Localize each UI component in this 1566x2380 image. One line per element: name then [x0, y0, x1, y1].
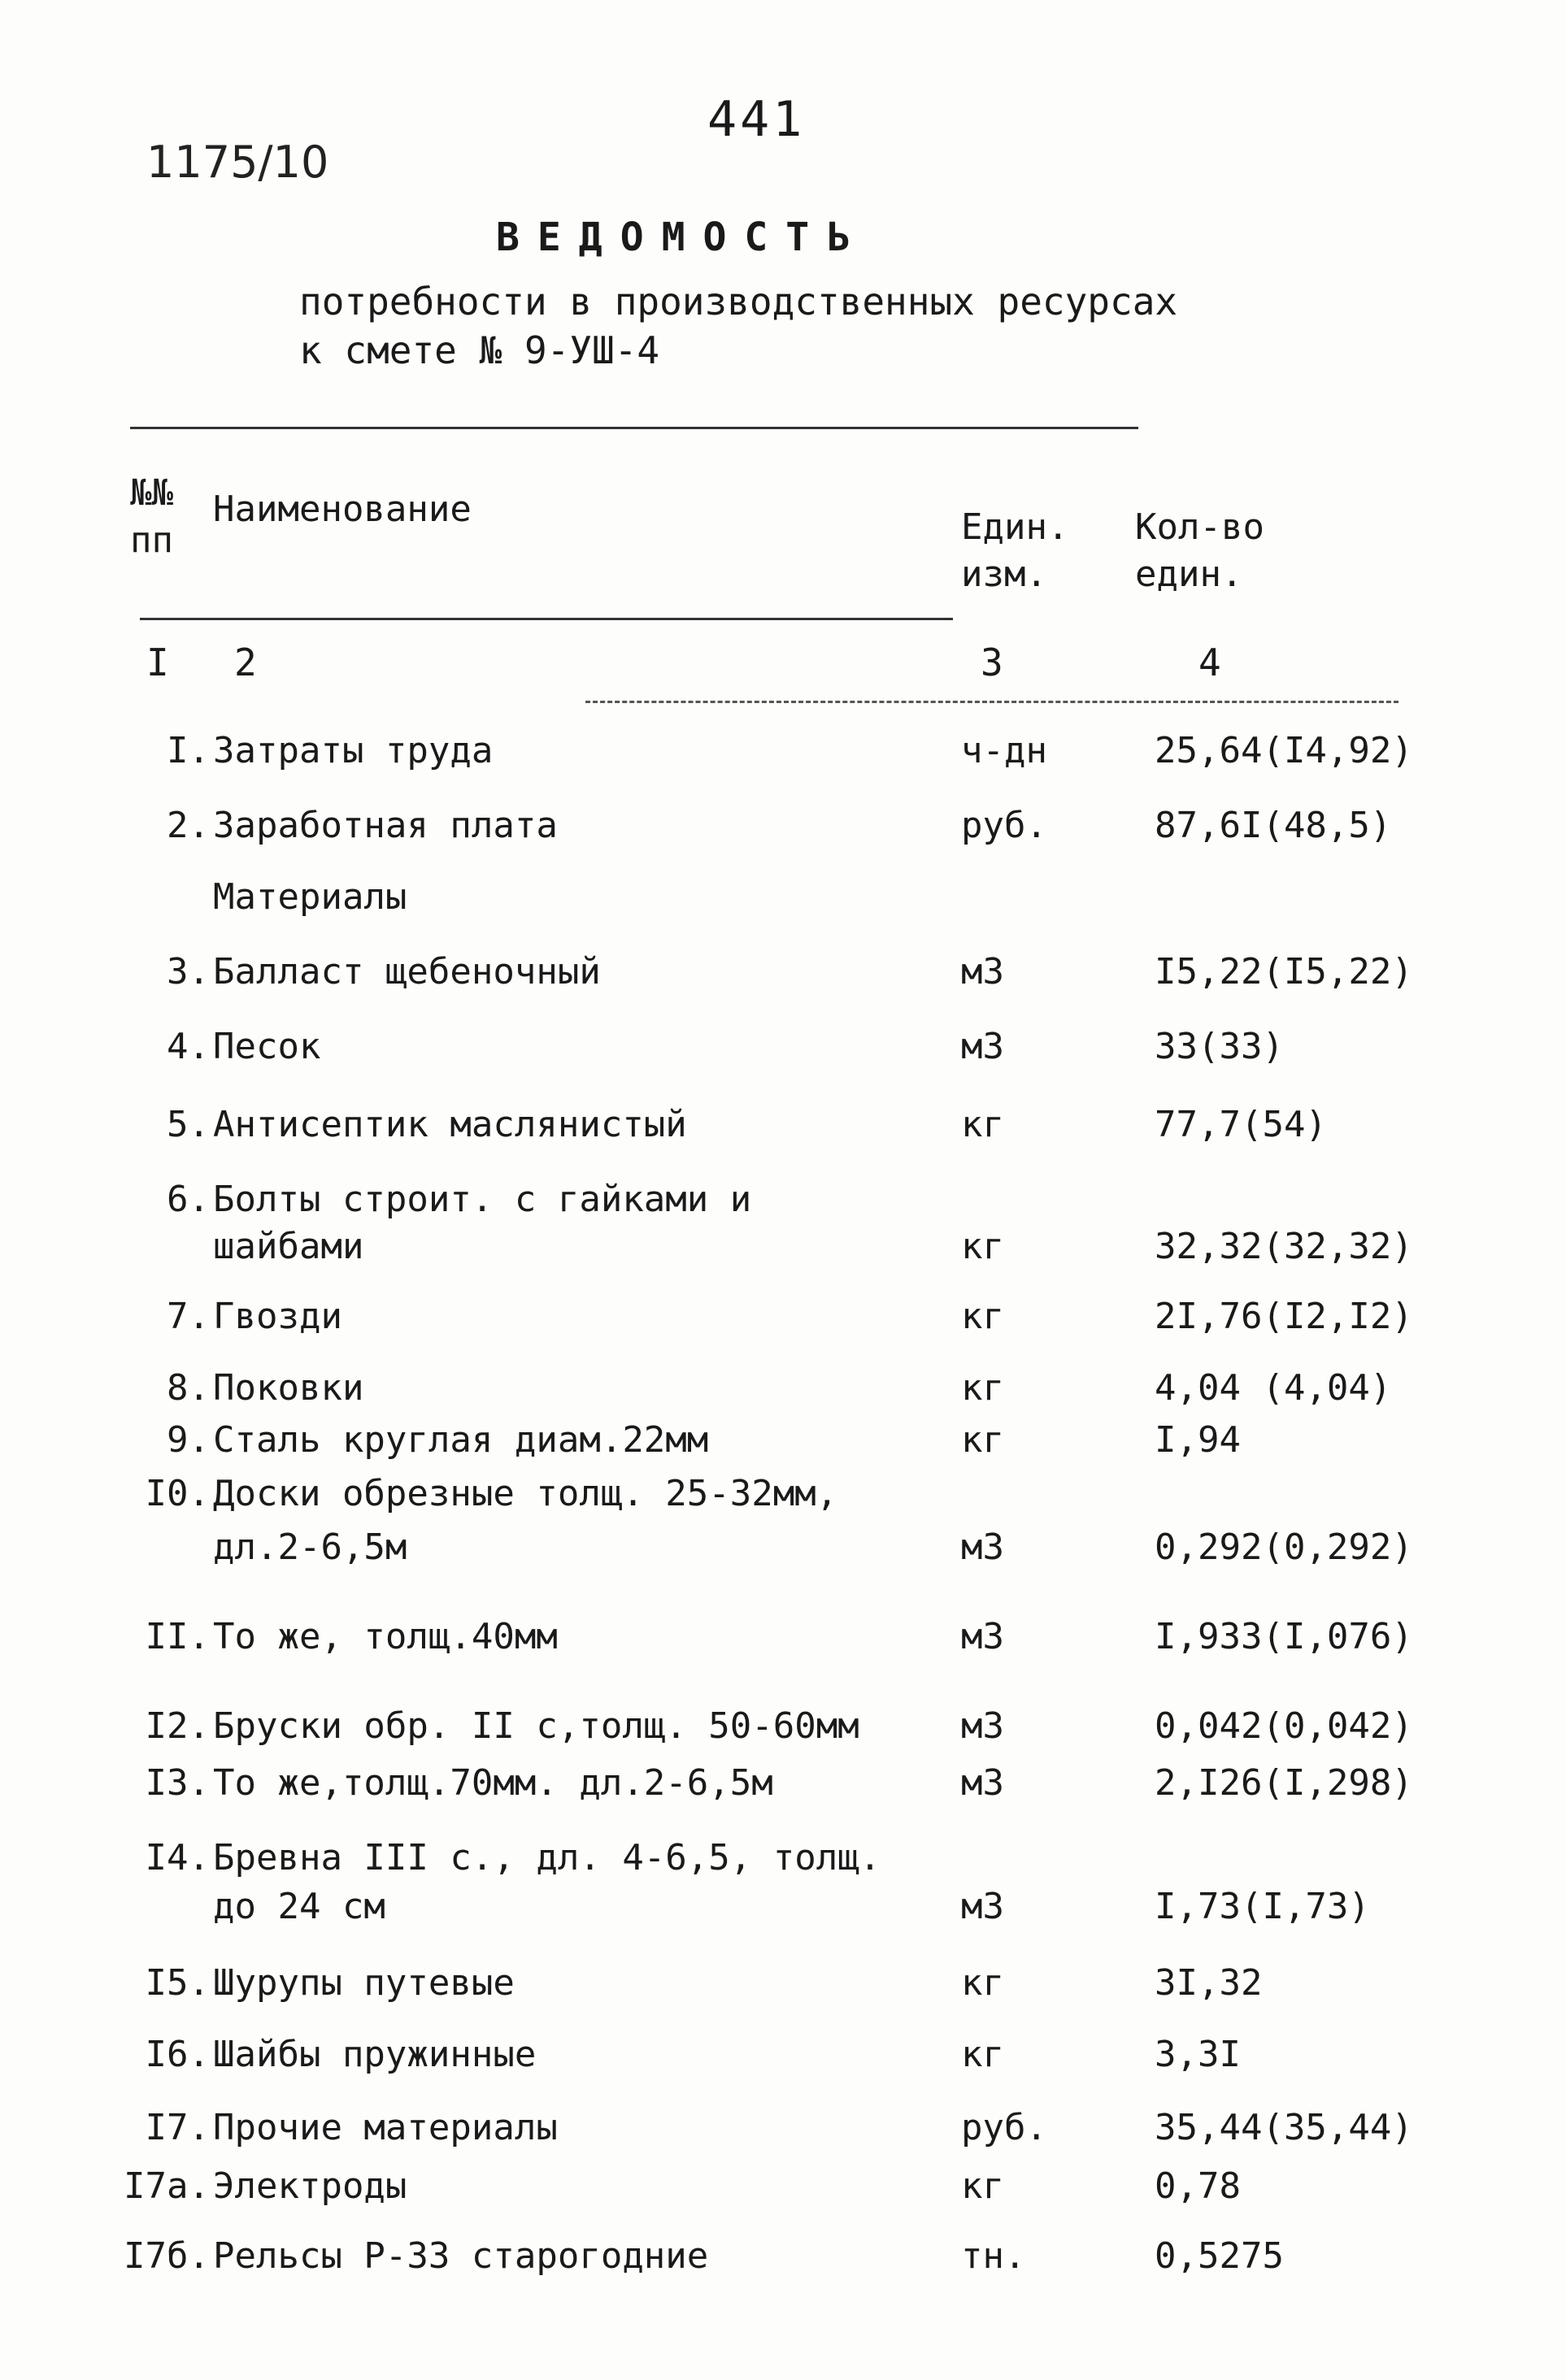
row-unit: м3	[961, 1616, 1004, 1657]
row-quantity: I,94	[1155, 1419, 1241, 1461]
row-unit: м3	[961, 951, 1004, 992]
row-unit: ч-дн	[961, 730, 1047, 771]
row-unit: м3	[961, 1527, 1004, 1568]
row-number: I7а.	[124, 2165, 210, 2207]
header-col-name: Наименование	[213, 489, 472, 530]
row-quantity: 87,6I(48,5)	[1155, 805, 1392, 846]
handwritten-code: 1175/10	[146, 137, 329, 188]
row-unit: кг	[961, 1226, 1004, 1267]
row-quantity: 3,3I	[1155, 2034, 1241, 2075]
row-number: 4.	[167, 1026, 210, 1067]
table-row	[0, 1226, 1566, 1275]
row-name: Шурупы путевые	[213, 1962, 515, 2004]
table-row	[0, 1104, 1566, 1153]
column-numbers-rule	[585, 701, 1399, 703]
row-quantity: 0,292(0,292)	[1155, 1527, 1413, 1568]
row-name: до 24 см	[213, 1886, 385, 1927]
document-title: ВЕДОМОСТЬ	[496, 215, 869, 260]
row-number: 9.	[167, 1419, 210, 1461]
table-row	[0, 1886, 1566, 1935]
row-name: Доски обрезные толщ. 25-32мм,	[213, 1473, 838, 1514]
row-number: II.	[145, 1616, 210, 1657]
row-unit: тн.	[961, 2235, 1026, 2277]
row-quantity: 0,042(0,042)	[1155, 1705, 1413, 1747]
row-quantity: 25,64(I4,92)	[1155, 730, 1413, 771]
table-row	[0, 1026, 1566, 1075]
table-row	[0, 1367, 1566, 1416]
row-quantity: 4,04 (4,04)	[1155, 1367, 1392, 1409]
row-number: 5.	[167, 1104, 210, 1145]
page-number: 441	[707, 91, 806, 148]
row-name: Бруски обр. II с,толщ. 50-60мм	[213, 1705, 859, 1747]
row-quantity: 32,32(32,32)	[1155, 1226, 1413, 1267]
table-row	[0, 1473, 1566, 1522]
table-row	[0, 1179, 1566, 1227]
row-quantity: 0,5275	[1155, 2235, 1284, 2277]
row-quantity: 33(33)	[1155, 1026, 1284, 1067]
row-number: I7.	[145, 2107, 210, 2148]
row-number: I2.	[145, 1705, 210, 1747]
table-row	[0, 876, 1566, 925]
row-name: Рельсы Р-33 старогодние	[213, 2235, 709, 2277]
row-name: дл.2-6,5м	[213, 1527, 407, 1568]
row-unit: руб.	[961, 2107, 1047, 2148]
table-row	[0, 2165, 1566, 2214]
row-name: Гвозди	[213, 1296, 342, 1337]
row-name: Материалы	[213, 876, 407, 918]
table-row	[0, 1837, 1566, 1886]
row-unit: кг	[961, 1367, 1004, 1409]
column-number-3: 3	[981, 641, 1003, 684]
table-row	[0, 805, 1566, 853]
row-name: Заработная плата	[213, 805, 558, 846]
row-unit: м3	[961, 1762, 1004, 1804]
row-number: I3.	[145, 1762, 210, 1804]
row-quantity: 0,78	[1155, 2165, 1241, 2207]
row-name: То же,толщ.70мм. дл.2-6,5м	[213, 1762, 773, 1804]
top-rule	[130, 427, 1138, 429]
row-name: То же, толщ.40мм	[213, 1616, 558, 1657]
row-unit: кг	[961, 2034, 1004, 2075]
row-unit: м3	[961, 1026, 1004, 1067]
row-number: 7.	[167, 1296, 210, 1337]
table-row	[0, 730, 1566, 779]
row-quantity: 2,I26(I,298)	[1155, 1762, 1413, 1804]
row-quantity: I,73(I,73)	[1155, 1886, 1370, 1927]
row-number: 8.	[167, 1367, 210, 1409]
column-number-1: I	[146, 641, 169, 684]
column-number-2: 2	[234, 641, 257, 684]
row-unit: м3	[961, 1705, 1004, 1747]
row-number: 6.	[167, 1179, 210, 1220]
row-unit: кг	[961, 1104, 1004, 1145]
row-name: Бревна III с., дл. 4-6,5, толщ.	[213, 1837, 881, 1878]
row-number: 3.	[167, 951, 210, 992]
row-unit: кг	[961, 1419, 1004, 1461]
column-number-4: 4	[1198, 641, 1221, 684]
table-row	[0, 1616, 1566, 1665]
table-row	[0, 2107, 1566, 2156]
row-name: Болты строит. с гайками и	[213, 1179, 752, 1220]
row-number: I5.	[145, 1962, 210, 2004]
row-number: I7б.	[124, 2235, 210, 2277]
header-col-qty: Кол-во един.	[1135, 506, 1264, 595]
row-name: Сталь круглая диам.22мм	[213, 1419, 709, 1461]
row-name: Прочие материалы	[213, 2107, 558, 2148]
table-row	[0, 1705, 1566, 1754]
header-col-number: №№ пп	[130, 472, 173, 561]
row-unit: руб.	[961, 805, 1047, 846]
row-quantity: 3I,32	[1155, 1962, 1263, 2004]
row-name: шайбами	[213, 1226, 364, 1267]
row-name: Антисептик маслянистый	[213, 1104, 687, 1145]
row-name: Балласт щебеночный	[213, 951, 601, 992]
row-quantity: 2I,76(I2,I2)	[1155, 1296, 1413, 1337]
row-number: I.	[167, 730, 210, 771]
row-name: Электроды	[213, 2165, 407, 2207]
row-number: I6.	[145, 2034, 210, 2075]
header-rule	[140, 618, 953, 620]
subtitle-line-2: к смете № 9-УШ-4	[299, 328, 660, 372]
row-number: 2.	[167, 805, 210, 846]
row-quantity: 77,7(54)	[1155, 1104, 1327, 1145]
row-quantity: 35,44(35,44)	[1155, 2107, 1413, 2148]
row-quantity: I5,22(I5,22)	[1155, 951, 1413, 992]
table-row	[0, 1527, 1566, 1575]
table-row	[0, 1962, 1566, 2011]
row-number: I0.	[145, 1473, 210, 1514]
header-col-unit: Един. изм.	[961, 506, 1069, 595]
row-name: Шайбы пружинные	[213, 2034, 537, 2075]
table-row	[0, 1419, 1566, 1468]
table-row	[0, 2034, 1566, 2082]
row-quantity: I,933(I,076)	[1155, 1616, 1413, 1657]
row-name: Песок	[213, 1026, 321, 1067]
row-unit: кг	[961, 2165, 1004, 2207]
row-number: I4.	[145, 1837, 210, 1878]
row-unit: кг	[961, 1962, 1004, 2004]
subtitle-line-1: потребности в производственных ресурсах	[299, 280, 1178, 324]
table-row	[0, 1296, 1566, 1344]
table-row	[0, 951, 1566, 1000]
row-name: Затраты труда	[213, 730, 494, 771]
row-unit: м3	[961, 1886, 1004, 1927]
row-name: Поковки	[213, 1367, 364, 1409]
row-unit: кг	[961, 1296, 1004, 1337]
table-row	[0, 2235, 1566, 2284]
table-row	[0, 1762, 1566, 1811]
